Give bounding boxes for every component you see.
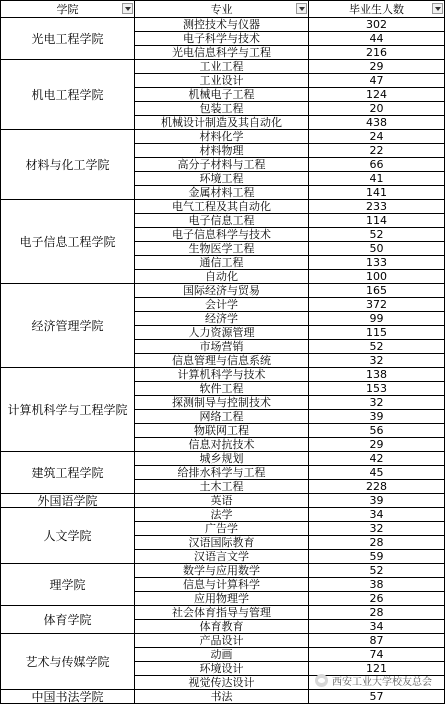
graduates-cell[interactable]: 34 <box>309 508 445 522</box>
college-cell[interactable]: 体育学院 <box>1 606 135 634</box>
major-cell[interactable]: 视觉传达设计 <box>135 676 309 690</box>
major-cell[interactable]: 应用物理学 <box>135 592 309 606</box>
filter-dropdown-icon[interactable] <box>122 3 133 14</box>
graduates-cell[interactable]: 29 <box>309 438 445 452</box>
major-cell[interactable]: 社会体育指导与管理 <box>135 606 309 620</box>
table-row <box>1 284 445 298</box>
graduates-cell[interactable]: 39 <box>309 494 445 508</box>
major-cell[interactable]: 广告学 <box>135 522 309 536</box>
graduates-cell[interactable]: 99 <box>309 312 445 326</box>
graduates-cell[interactable]: 133 <box>309 256 445 270</box>
major-cell[interactable]: 电子科学与技术 <box>135 32 309 46</box>
college-cell[interactable]: 光电工程学院 <box>1 18 135 60</box>
college-cell[interactable]: 建筑工程学院 <box>1 452 135 494</box>
table-row <box>1 18 445 32</box>
major-cell[interactable]: 光电信息科学与工程 <box>135 46 309 60</box>
major-cell[interactable]: 信息与计算科学 <box>135 578 309 592</box>
college-cell[interactable]: 中国书法学院 <box>1 690 135 704</box>
major-cell[interactable]: 通信工程 <box>135 256 309 270</box>
major-cell[interactable]: 经济学 <box>135 312 309 326</box>
major-cell[interactable]: 金属材料工程 <box>135 186 309 200</box>
table-row <box>1 634 445 648</box>
major-cell[interactable]: 环境设计 <box>135 662 309 676</box>
college-cell[interactable]: 电子信息工程学院 <box>1 200 135 284</box>
graduates-cell[interactable]: 34 <box>309 620 445 634</box>
major-cell[interactable]: 土木工程 <box>135 480 309 494</box>
major-cell[interactable]: 体育教育 <box>135 620 309 634</box>
major-cell[interactable]: 动画 <box>135 648 309 662</box>
filter-dropdown-icon[interactable] <box>296 3 307 14</box>
table-row <box>1 606 445 620</box>
major-cell[interactable]: 物联网工程 <box>135 424 309 438</box>
college-cell[interactable]: 人文学院 <box>1 508 135 564</box>
table-row <box>1 368 445 382</box>
major-cell[interactable]: 探测制导与控制技术 <box>135 396 309 410</box>
header-row <box>1 1 445 18</box>
major-cell[interactable]: 材料化学 <box>135 130 309 144</box>
graduates-cell[interactable]: 153 <box>309 382 445 396</box>
graduates-cell[interactable]: 50 <box>309 242 445 256</box>
filter-dropdown-icon[interactable] <box>432 3 443 14</box>
graduates-cell[interactable]: 228 <box>309 480 445 494</box>
graduates-cell[interactable]: 38 <box>309 578 445 592</box>
major-cell[interactable]: 机械电子工程 <box>135 88 309 102</box>
graduates-cell[interactable]: 52 <box>309 564 445 578</box>
header-college[interactable] <box>1 1 135 18</box>
major-cell[interactable]: 给排水科学与工程 <box>135 466 309 480</box>
major-cell[interactable]: 人力资源管理 <box>135 326 309 340</box>
table-row <box>1 130 445 144</box>
college-cell[interactable]: 经济管理学院 <box>1 284 135 368</box>
major-cell[interactable]: 环境工程 <box>135 172 309 186</box>
college-cell[interactable]: 艺术与传媒学院 <box>1 634 135 690</box>
major-cell[interactable]: 产品设计 <box>135 634 309 648</box>
major-cell[interactable]: 英语 <box>135 494 309 508</box>
graduates-cell[interactable]: 44 <box>309 32 445 46</box>
header-major-label: 专业 <box>210 2 233 16</box>
graduates-cell[interactable]: 87 <box>309 634 445 648</box>
graduates-cell[interactable]: 66 <box>309 158 445 172</box>
major-cell[interactable]: 城乡规划 <box>135 452 309 466</box>
major-cell[interactable]: 数学与应用数学 <box>135 564 309 578</box>
graduates-cell[interactable]: 52 <box>309 228 445 242</box>
major-cell[interactable]: 计算机科学与技术 <box>135 368 309 382</box>
table-row <box>1 564 445 578</box>
major-cell[interactable]: 国际经济与贸易 <box>135 284 309 298</box>
major-cell[interactable]: 机械设计制造及其自动化 <box>135 116 309 130</box>
graduates-cell[interactable]: 41 <box>309 172 445 186</box>
graduates-cell[interactable]: 28 <box>309 606 445 620</box>
major-cell[interactable]: 电子信息工程 <box>135 214 309 228</box>
college-cell[interactable]: 材料与化工学院 <box>1 130 135 200</box>
major-cell[interactable]: 工业工程 <box>135 60 309 74</box>
major-cell[interactable]: 汉语言文学 <box>135 550 309 564</box>
graduates-cell[interactable]: 438 <box>309 116 445 130</box>
graduates-cell[interactable]: 114 <box>309 214 445 228</box>
table-body <box>1 18 445 704</box>
table-row <box>1 60 445 74</box>
major-cell[interactable]: 生物医学工程 <box>135 242 309 256</box>
graduates-cell[interactable]: 165 <box>309 284 445 298</box>
college-cell[interactable]: 外国语学院 <box>1 494 135 508</box>
graduates-cell[interactable]: 47 <box>309 74 445 88</box>
graduates-cell[interactable]: 26 <box>309 592 445 606</box>
table-row <box>1 508 445 522</box>
table-row <box>1 690 445 704</box>
graduates-cell[interactable]: 100 <box>309 270 445 284</box>
graduates-cell[interactable]: 20 <box>309 102 445 116</box>
graduates-cell[interactable]: 59 <box>309 550 445 564</box>
major-cell[interactable]: 书法 <box>135 690 309 704</box>
graduates-cell[interactable]: 302 <box>309 18 445 32</box>
major-cell[interactable]: 包装工程 <box>135 102 309 116</box>
graduates-cell[interactable]: 56 <box>309 424 445 438</box>
graduates-cell[interactable]: 32 <box>309 354 445 368</box>
graduates-cell[interactable]: 52 <box>309 340 445 354</box>
table-row <box>1 200 445 214</box>
college-cell[interactable]: 计算机科学与工程学院 <box>1 368 135 452</box>
graduates-cell[interactable]: 233 <box>309 200 445 214</box>
major-cell[interactable]: 信息管理与信息系统 <box>135 354 309 368</box>
graduates-cell[interactable]: 124 <box>309 88 445 102</box>
graduates-cell[interactable]: 115 <box>309 326 445 340</box>
graduates-cell[interactable]: 39 <box>309 410 445 424</box>
graduates-cell[interactable]: 42 <box>309 452 445 466</box>
major-cell[interactable]: 会计学 <box>135 298 309 312</box>
college-cell[interactable]: 理学院 <box>1 564 135 606</box>
graduates-cell[interactable]: 24 <box>309 130 445 144</box>
graduates-cell[interactable]: 138 <box>309 368 445 382</box>
graduates-cell[interactable]: 372 <box>309 298 445 312</box>
graduates-cell[interactable]: 29 <box>309 60 445 74</box>
graduates-cell[interactable]: 22 <box>309 144 445 158</box>
table-row <box>1 494 445 508</box>
header-graduates-label: 毕业生人数 <box>349 2 404 16</box>
major-cell[interactable]: 电子信息科学与技术 <box>135 228 309 242</box>
wechat-icon <box>315 674 328 687</box>
graduates-cell[interactable]: 45 <box>309 466 445 480</box>
major-cell[interactable]: 自动化 <box>135 270 309 284</box>
major-cell[interactable]: 高分子材料与工程 <box>135 158 309 172</box>
major-cell[interactable]: 工业设计 <box>135 74 309 88</box>
major-cell[interactable]: 材料物理 <box>135 144 309 158</box>
major-cell[interactable]: 信息对抗技术 <box>135 438 309 452</box>
major-cell[interactable]: 市场营销 <box>135 340 309 354</box>
watermark <box>315 673 432 688</box>
graduates-cell[interactable]: 57 <box>309 690 445 704</box>
graduates-cell[interactable]: 121 <box>309 662 445 676</box>
graduates-cell[interactable]: 32 <box>309 396 445 410</box>
graduates-cell[interactable]: 141 <box>309 186 445 200</box>
header-college-label: 学院 <box>56 2 79 16</box>
header-major[interactable] <box>135 1 309 18</box>
major-cell[interactable]: 测控技术与仪器 <box>135 18 309 32</box>
major-cell[interactable]: 电气工程及其自动化 <box>135 200 309 214</box>
graduates-cell[interactable]: 32 <box>309 522 445 536</box>
graduates-cell[interactable]: 216 <box>309 46 445 60</box>
watermark-text: 西安工业大学校友总会 <box>332 677 432 688</box>
major-cell[interactable]: 法学 <box>135 508 309 522</box>
graduates-cell[interactable]: 74 <box>309 648 445 662</box>
header-graduates[interactable] <box>309 1 445 18</box>
major-cell[interactable]: 网络工程 <box>135 410 309 424</box>
college-cell[interactable]: 机电工程学院 <box>1 60 135 130</box>
graduates-cell[interactable]: 28 <box>309 536 445 550</box>
major-cell[interactable]: 软件工程 <box>135 382 309 396</box>
table-row <box>1 452 445 466</box>
major-cell[interactable]: 汉语国际教育 <box>135 536 309 550</box>
